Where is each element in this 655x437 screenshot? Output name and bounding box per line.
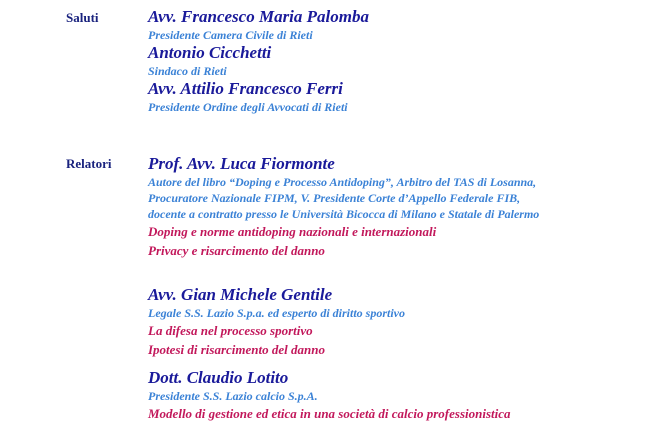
speaker-bio-line: docente a contratto presso le Università Bicocca di Milano e Statale di Palermo (148, 207, 540, 221)
talk-topic: Doping e norme antidoping nazionali e internazionali (148, 224, 437, 239)
speaker-bio-line: Procuratore Nazionale FIPM, V. Presidente Corte d’Appello Federale FIB, (148, 191, 521, 205)
relatori-list (148, 154, 645, 423)
speaker-name: Dott. Claudio Lotito (148, 368, 289, 387)
speaker-block (148, 285, 645, 359)
speaker-bio-line: Autore del libro “Doping e Processo Antidoping”, Arbitro del TAS di Losanna, (148, 175, 537, 189)
speaker-bio-line: Presidente S.S. Lazio calcio S.p.A. (148, 389, 318, 403)
talk-topic: Modello di gestione ed etica in una società di calcio professionistica (148, 406, 511, 421)
talk-topic: Ipotesi di risarcimento del danno (148, 342, 325, 357)
speaker-name: Antonio Cicchetti (148, 43, 272, 62)
relatori-label: Relatori (66, 156, 112, 171)
speaker-role: Presidente Ordine degli Avvocati di Rieti (148, 100, 348, 114)
speaker-name: Avv. Gian Michele Gentile (148, 285, 333, 304)
speaker-name: Prof. Avv. Luca Fiormonte (148, 154, 335, 173)
speaker-name: Avv. Attilio Francesco Ferri (148, 79, 343, 98)
talk-topic: Privacy e risarcimento del danno (148, 243, 325, 258)
talk-topic: La difesa nel processo sportivo (148, 323, 313, 338)
speaker-name: Avv. Francesco Maria Palomba (148, 7, 369, 26)
speaker-block (148, 368, 645, 423)
speaker-role: Presidente Camera Civile di Rieti (148, 28, 313, 42)
speaker-block (148, 154, 645, 260)
saluti-label: Saluti (66, 10, 99, 25)
speaker-bio-line: Legale S.S. Lazio S.p.a. ed esperto di diritto sportivo (148, 306, 405, 320)
saluti-list (148, 7, 645, 115)
speaker-role: Sindaco di Rieti (148, 64, 227, 78)
